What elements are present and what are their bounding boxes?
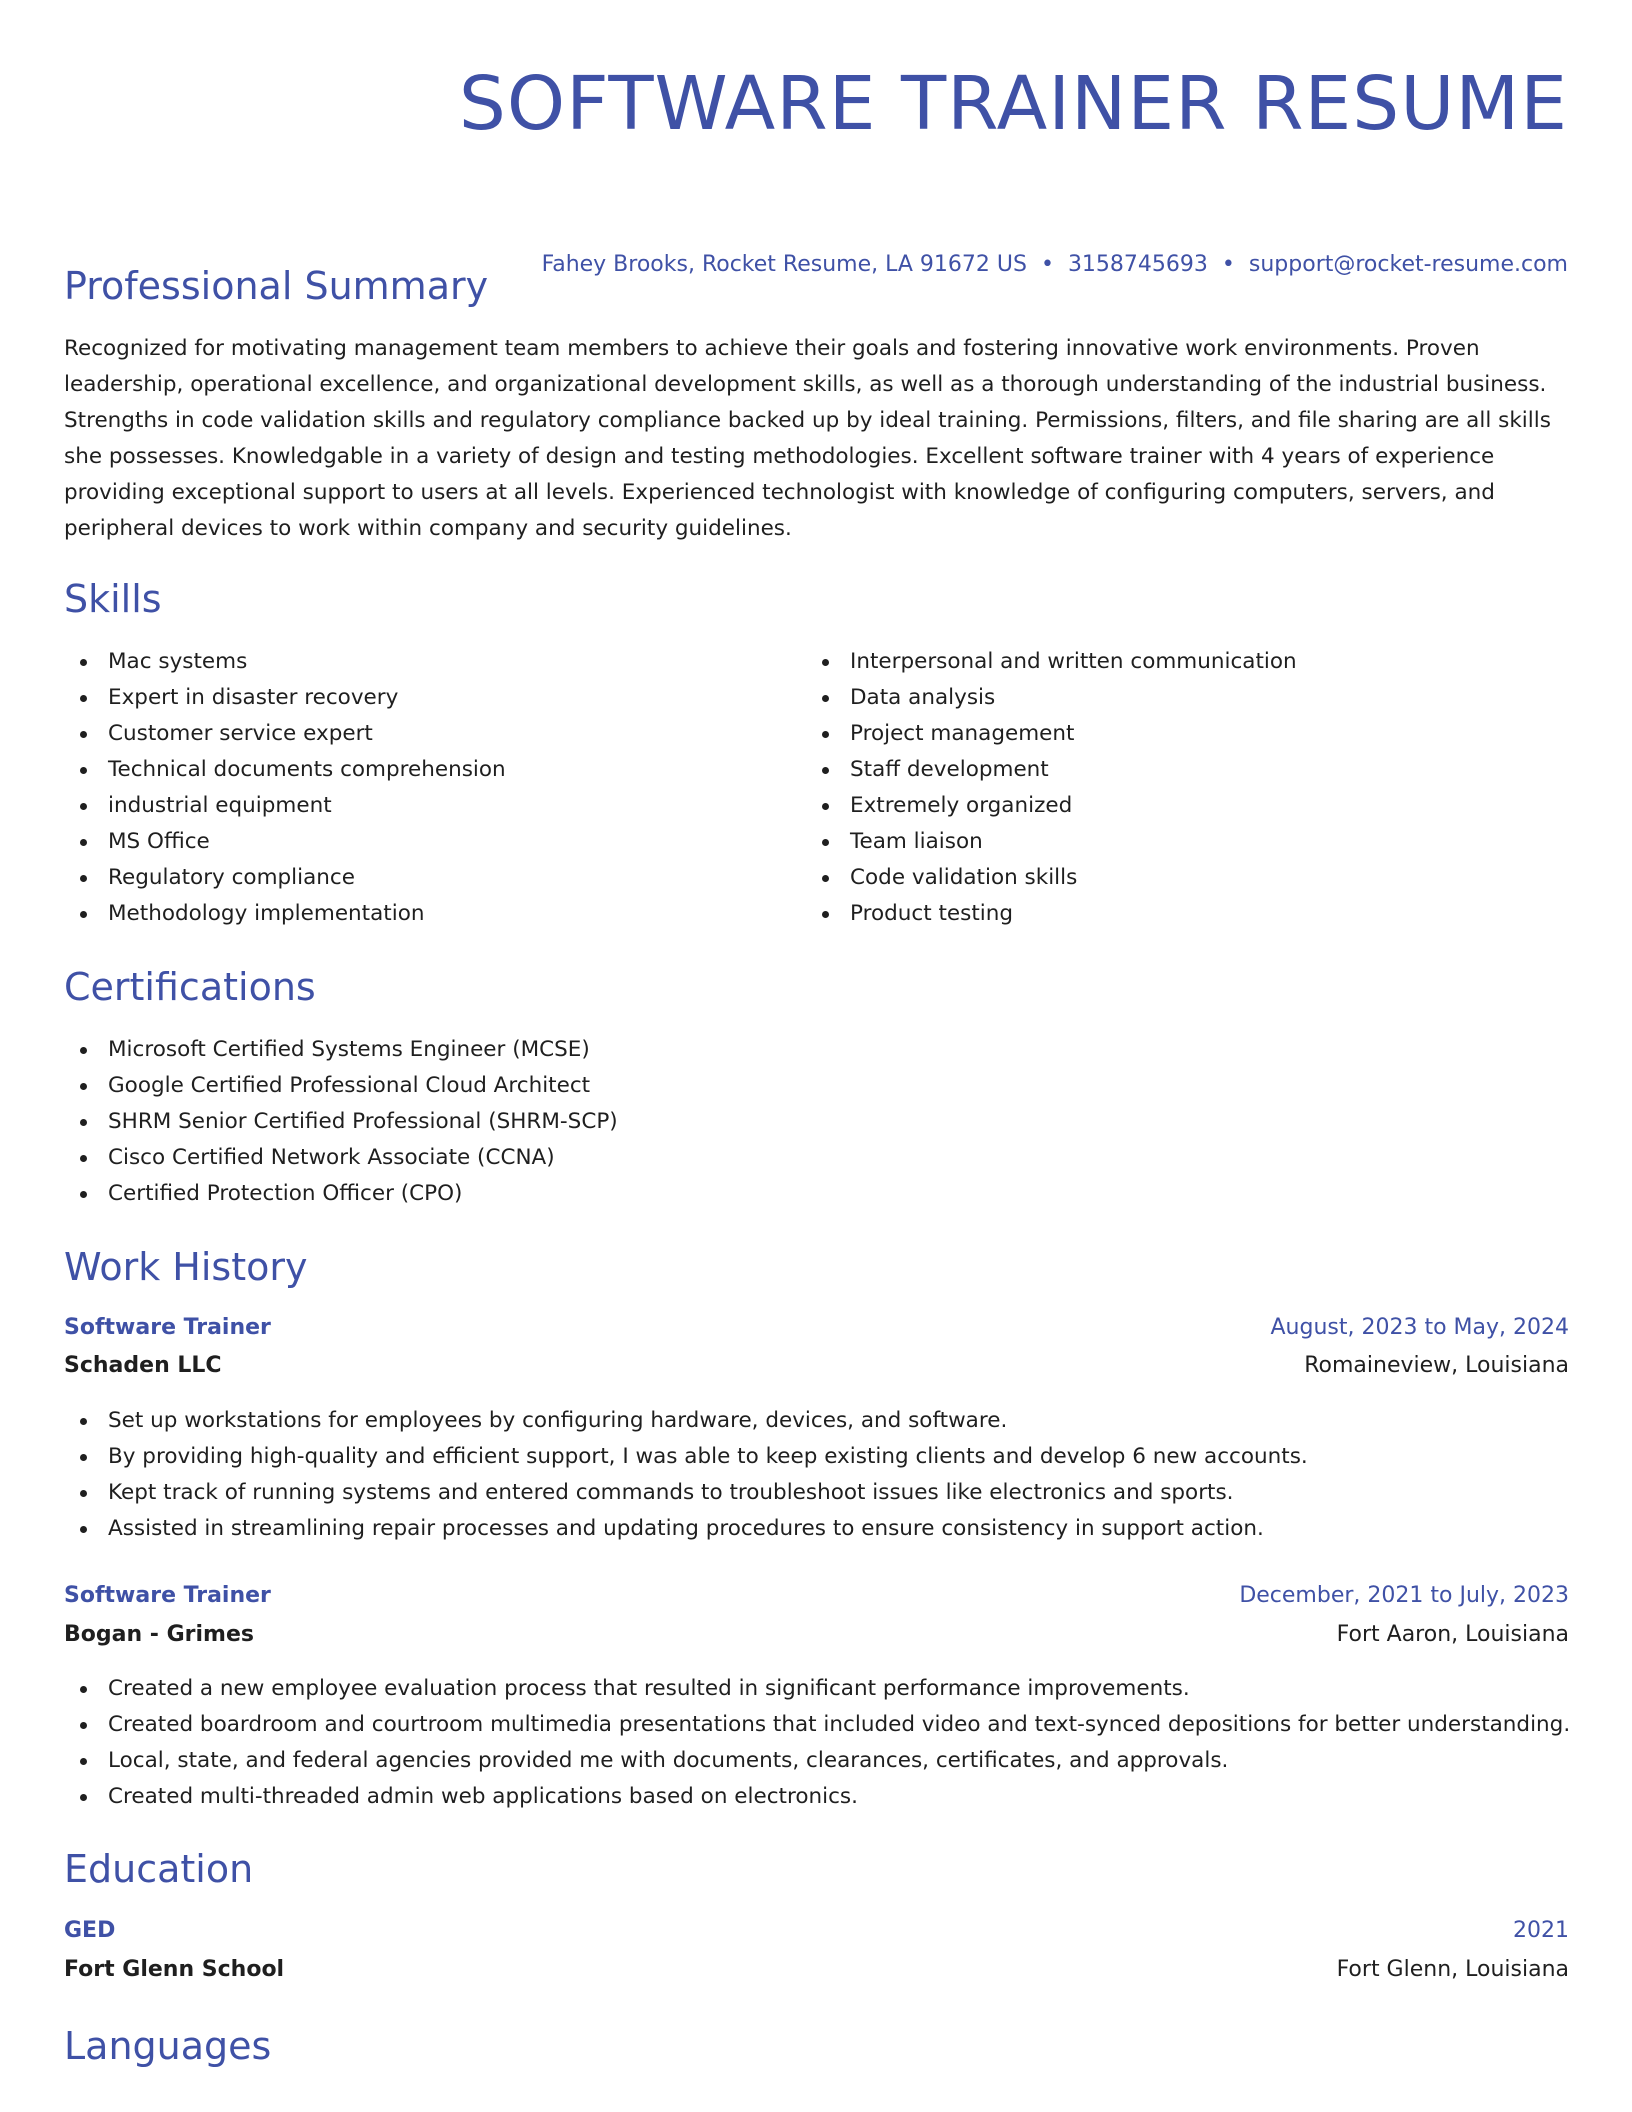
job-bullet: Created multi-threaded admin web applications based on electronics.: [64, 1779, 1569, 1815]
certification-item: Certified Protection Officer (CPO): [64, 1176, 1064, 1212]
job-bullet: Created boardroom and courtroom multimedia presentations that included video and text-synced depositions for better understanding.: [64, 1707, 1569, 1743]
job-company: Schaden LLC: [64, 1353, 222, 1378]
contact-email[interactable]: support@rocket-resume.com: [1248, 252, 1568, 277]
skill-item: Project management: [806, 716, 1566, 752]
job-bullet: Assisted in streamlining repair processes and updating procedures to ensure consistency in support action.: [64, 1511, 1569, 1547]
skills-list-right: [806, 644, 1566, 932]
skill-item: Mac systems: [64, 644, 764, 680]
skill-item: Team liaison: [806, 824, 1566, 860]
skill-item: Product testing: [806, 896, 1566, 932]
education-degree: GED: [64, 1918, 116, 1943]
contact-address: Fahey Brooks, Rocket Resume, LA 91672 US: [541, 252, 1027, 277]
job-title: Software Trainer: [64, 1583, 271, 1608]
skill-item: MS Office: [64, 824, 764, 860]
job-header-row: [64, 1312, 1569, 1344]
skill-item: Regulatory compliance: [64, 860, 764, 896]
job-company-row: [64, 1619, 1569, 1651]
skill-item: Methodology implementation: [64, 896, 764, 932]
job-bullets: [64, 1403, 1569, 1547]
certifications-list: [64, 1032, 1064, 1212]
resume-title: SOFTWARE TRAINER RESUME: [458, 61, 1568, 147]
job-bullet: By providing high-quality and efficient support, I was able to keep existing clients and develop 6 new accounts.: [64, 1439, 1569, 1475]
education-year: 2021: [1513, 1918, 1569, 1943]
certification-item: SHRM Senior Certified Professional (SHRM-SCP): [64, 1104, 1064, 1140]
certification-item: Microsoft Certified Systems Engineer (MCSE): [64, 1032, 1064, 1068]
certification-item: Cisco Certified Network Associate (CCNA): [64, 1140, 1064, 1176]
contact-separator: •: [1221, 252, 1235, 277]
skill-item: Expert in disaster recovery: [64, 680, 764, 716]
job-company-row: [64, 1350, 1569, 1382]
job-header-row: [64, 1580, 1569, 1612]
contact-line: [542, 250, 1568, 280]
certification-item: Google Certified Professional Cloud Architect: [64, 1068, 1064, 1104]
summary-heading: Professional Summary: [64, 264, 489, 308]
education-location: Fort Glenn, Louisiana: [1336, 1957, 1569, 1982]
education-header-row: [64, 1915, 1569, 1947]
skill-item: Extremely organized: [806, 788, 1566, 824]
job-dates: August, 2023 to May, 2024: [1270, 1315, 1569, 1340]
education-school-row: [64, 1954, 1569, 1986]
job-bullet: Created a new employee evaluation process that resulted in significant performance improvements.: [64, 1671, 1569, 1707]
skills-heading: Skills: [64, 577, 162, 621]
skill-item: Interpersonal and written communication: [806, 644, 1566, 680]
skills-list-left: [64, 644, 764, 932]
skill-item: Staff development: [806, 752, 1566, 788]
contact-separator: •: [1040, 252, 1054, 277]
job-dates: December, 2021 to July, 2023: [1239, 1583, 1569, 1608]
job-bullet: Kept track of running systems and entered commands to troubleshoot issues like electronics and sports.: [64, 1475, 1569, 1511]
work-history-heading: Work History: [64, 1245, 308, 1289]
skill-item: Data analysis: [806, 680, 1566, 716]
job-company: Bogan - Grimes: [64, 1622, 254, 1647]
summary-text: Recognized for motivating management team members to achieve their goals and fostering innovative work environments. Proven leadership, operational excellence, and organizational development skills, as well as a thorough understanding of the industrial business. Strengths in code validation skills and regulatory compliance backed up by ideal training. Permissions, filters, and file sharing are all skills she possesses. Knowledgable in a variety of design and testing methodologies. Excellent software trainer with 4 years of experience providing exceptional support to users at all levels. Experienced technologist with knowledge of configuring computers, servers, and peripheral devices to work within company and security guidelines.: [64, 336, 1551, 541]
job-location: Romaineview, Louisiana: [1304, 1353, 1569, 1378]
skill-item: Customer service expert: [64, 716, 764, 752]
languages-heading: Languages: [64, 2024, 272, 2068]
job-bullet: Set up workstations for employees by configuring hardware, devices, and software.: [64, 1403, 1569, 1439]
job-title: Software Trainer: [64, 1315, 271, 1340]
job-bullet: Local, state, and federal agencies provided me with documents, clearances, certificates, and approvals.: [64, 1743, 1569, 1779]
education-heading: Education: [64, 1847, 254, 1891]
certifications-heading: Certifications: [64, 965, 316, 1009]
contact-phone: 3158745693: [1067, 252, 1208, 277]
job-bullets: [64, 1671, 1569, 1815]
job-location: Fort Aaron, Louisiana: [1336, 1622, 1569, 1647]
skill-item: Code validation skills: [806, 860, 1566, 896]
education-school: Fort Glenn School: [64, 1957, 285, 1982]
skill-item: industrial equipment: [64, 788, 764, 824]
skill-item: Technical documents comprehension: [64, 752, 764, 788]
